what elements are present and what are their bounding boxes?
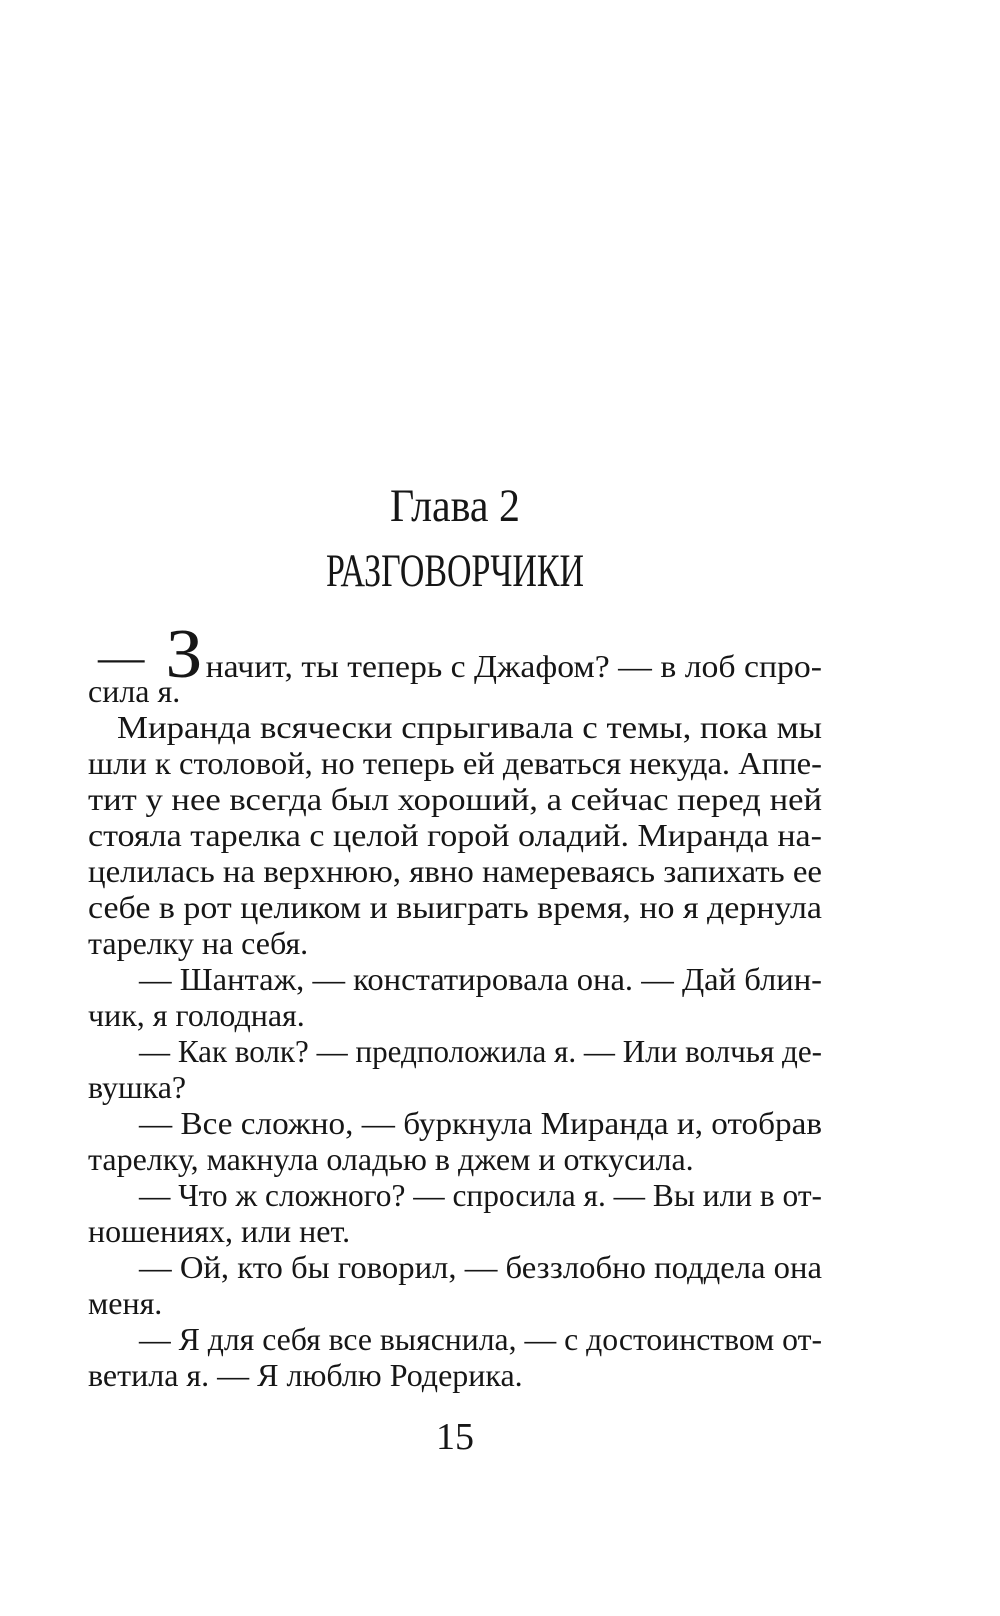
line-text: сила я.	[88, 673, 181, 709]
text-line	[88, 853, 822, 889]
paragraph	[88, 1105, 822, 1177]
paragraph	[88, 1033, 822, 1105]
line-text: чик, я голодная.	[88, 997, 305, 1033]
paragraph	[88, 1177, 822, 1249]
paragraph	[88, 1249, 822, 1321]
text-line	[88, 1249, 822, 1285]
text-line	[88, 1069, 822, 1105]
chapter-heading-text: Глава 2	[390, 480, 520, 532]
body-text	[88, 616, 823, 1393]
line-text: меня.	[88, 1285, 163, 1321]
chapter-title	[326, 545, 584, 597]
text-line	[88, 997, 822, 1033]
line-text: — Я для себя все выяснила, — с достоинством от-	[139, 1321, 822, 1357]
chapter-heading	[390, 480, 520, 532]
line-text: ветила я. — Я люблю Родерика.	[88, 1357, 523, 1393]
text-line	[88, 781, 822, 817]
text-line	[88, 1285, 822, 1321]
text-line	[88, 1321, 822, 1357]
line-text-rest: начит, ты теперь с Джафом? — в лоб спро-	[205, 648, 822, 684]
line-text: тит у нее всегда был хороший, а сейчас перед ней	[88, 781, 822, 817]
chapter-title-text: РАЗГОВОРЧИКИ	[326, 545, 584, 597]
line-text: шли к столовой, но теперь ей деваться некуда. Аппе-	[88, 745, 822, 781]
line-text: себе в рот целиком и выиграть время, но я дернула	[88, 889, 822, 925]
line-text: тарелку, макнула оладью в джем и откусила.	[88, 1141, 694, 1177]
text-line	[88, 961, 822, 997]
text-line	[88, 925, 822, 961]
paragraph	[88, 1321, 822, 1393]
paragraph	[88, 616, 822, 709]
text-line	[88, 1033, 822, 1069]
line-text: вушка?	[88, 1069, 187, 1105]
text-line	[88, 1141, 822, 1177]
line-text: тарелку на себя.	[88, 925, 309, 961]
line-text	[98, 616, 822, 693]
line-text: целилась на верхнюю, явно намереваясь запихать ее	[88, 853, 822, 889]
text-line	[88, 1177, 822, 1213]
line-text: — Ой, кто бы говорил, — беззлобно поддела она	[139, 1249, 822, 1285]
line-text: ношениях, или нет.	[88, 1213, 351, 1249]
page-number: 15	[436, 1416, 474, 1458]
dialogue-dash: —	[98, 633, 145, 682]
drop-cap: З	[165, 616, 203, 693]
line-text: — Что ж сложного? — спросила я. — Вы или в от-	[139, 1177, 822, 1213]
text-line	[88, 817, 822, 853]
text-line	[88, 709, 822, 745]
text-line	[88, 889, 822, 925]
text-line	[88, 1213, 822, 1249]
line-text: Миранда всячески спрыгивала с темы, пока мы	[117, 709, 822, 745]
line-text: — Все сложно, — буркнула Миранда и, отобрав	[139, 1105, 822, 1141]
text-line	[88, 1105, 822, 1141]
line-text: — Шантаж, — констатировала она. — Дай блин-	[139, 961, 823, 997]
line-text: — Как волк? — предположила я. — Или волчья де-	[139, 1033, 822, 1069]
text-line	[88, 1357, 822, 1393]
paragraph	[88, 961, 822, 1033]
text-line	[88, 745, 822, 781]
paragraph	[88, 709, 822, 961]
line-text: стояла тарелка с целой горой оладий. Миранда на-	[88, 817, 822, 853]
